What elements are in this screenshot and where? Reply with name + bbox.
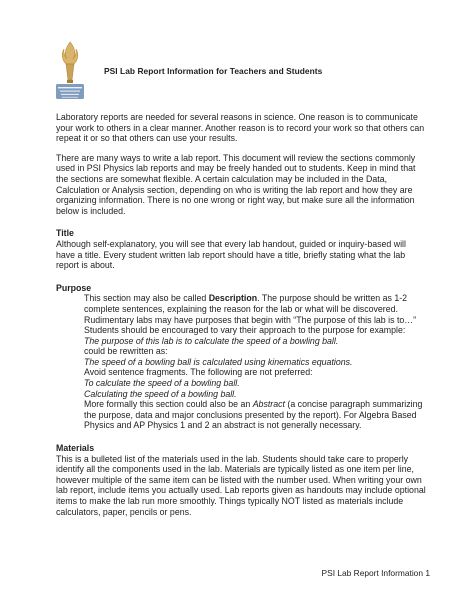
materials-section-body: This is a bulleted list of the materials used in the lab. Students should take care to properly identify all the components used in the lab. Materials are typically listed as one item per line, however multiple of the same item can be listed with the number used. When writing your own lab report, include items you actually used. Lab reports given as handouts may include optional items to make the lab run more smoothly. Things typically NOT listed as materials include calculators, paper, pencils or pens. xyxy=(56,453,426,517)
document-title: PSI Lab Report Information for Teachers and Students xyxy=(104,66,323,76)
intro-paragraph-1: Laboratory reports are needed for several reasons in science. One reason is to communicate your work to others in a clear manner. Another reason is to record your work so that others can repeat it or so that others can use your results. xyxy=(56,112,425,144)
purpose-section-body xyxy=(84,293,426,431)
materials-section xyxy=(56,443,426,517)
purpose-fragment-2: Calculating the speed of a bowling ball. xyxy=(84,388,237,399)
purpose-section xyxy=(56,283,426,431)
section-heading-title: Title xyxy=(56,228,74,239)
abstract-text-b: (a concise paragraph summarizing the purpose, data and major conclusions presented by the report). For Algebra Based Physics and AP Physics 1 and 2 an abstract is not generally necessary. xyxy=(84,399,423,431)
purpose-example-1: The purpose of this lab is to calculate the speed of a bowling ball. xyxy=(84,335,339,346)
title-section-body: Although self-explanatory, you will see that every lab handout, guided or inquiry-based will have a title. Every student written lab report should have a title, briefly stating what the lab report is about. xyxy=(56,238,406,271)
abstract-italic-term: Abstract xyxy=(252,399,285,410)
intro-paragraph-2: There are many ways to write a lab report. This document will review the sections commonly used in PSI Physics lab reports and may be freely handed out to students. Keep in mind that the sections are somewhat flexible. A certain calculation may be included in the Data, Calculation or Analysis section, depending on who is writing the lab report and how they are organizing information. There is no one wrong or right way, but make sure all the information below is included. xyxy=(56,152,416,216)
purpose-fragment-1: To calculate the speed of a bowling ball. xyxy=(84,378,240,389)
purpose-description-paragraph xyxy=(84,293,426,335)
section-heading-purpose: Purpose xyxy=(56,282,92,293)
title-section xyxy=(56,228,426,270)
purpose-bold-term: Description xyxy=(208,293,258,304)
purpose-avoid-line: Avoid sentence fragments. The following are not preferred: xyxy=(84,367,313,378)
document-body xyxy=(56,112,426,517)
torch-logo-icon xyxy=(52,40,88,102)
section-heading-materials: Materials xyxy=(56,443,95,454)
purpose-text-a: This section may also be called xyxy=(84,293,209,304)
purpose-example-2: The speed of a bowling ball is calculated using kinematics equations. xyxy=(84,356,353,367)
purpose-abstract-paragraph xyxy=(84,399,426,431)
abstract-text-a: More formally this section could also be an xyxy=(84,399,253,410)
purpose-text-b: . The purpose should be written as 1-2 complete sentences, explaining the reason for the lab or what will be discovered. Rudimentary labs may have purposes that begin with “The purpose of this lab is to…” Students should be encouraged to vary their approach to the purpose for example: xyxy=(84,293,417,336)
purpose-rewrite-line: could be rewritten as: xyxy=(84,346,168,357)
page-footer: PSI Lab Report Information 1 xyxy=(321,568,430,578)
